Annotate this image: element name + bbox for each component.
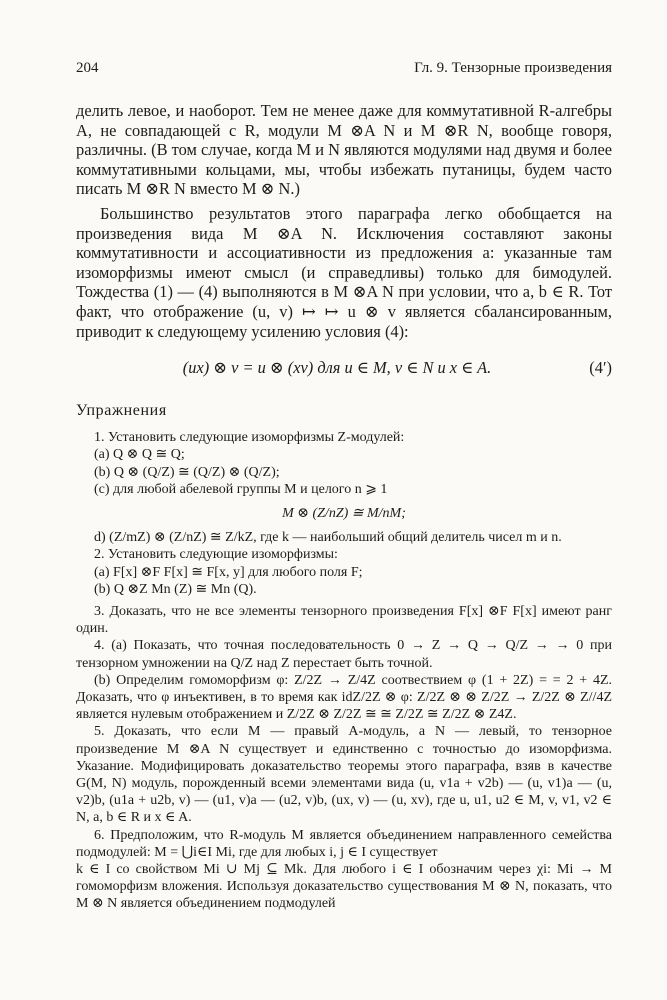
exercise-6: 6. Предположим, что R-модуль M является объединением направленного семейства подмодулей: M = ⋃i∈I Mi, где для любых i, j ∈ I существует xyxy=(76,827,612,860)
display-formula xyxy=(76,358,612,382)
exercise-4b: (b) Определим гомоморфизм φ: Z/2Z → Z/4Z соотвествием φ (1 + 2Z) = = 2 + 4Z. Доказать, что φ инъективен, в то время как idZ/2Z ⊗ φ: Z/2Z ⊗ ⊗ Z/2Z → Z/2Z ⊗ Z//4Z является нулевым отображением и Z/2Z ⊗ Z/2Z ≅ ≅ Z/2Z ≅ Z/2Z ⊗ Z4Z. xyxy=(76,672,612,723)
paragraph-generalization: Большинство результатов этого параграфа легко обобщается на произведения вида M ⊗A N. Исключения составляют законы коммутативности и ассоциативности из предложения a: указанные там изоморфизмы имеют смысл (и справедливы) только для бимодулей. Тождества (1) — (4) выполняются в M ⊗A N при условии, что a, b ∈ R. Тот факт, что отображение (u, v) ↦ ↦ u ⊗ v является сбалансированным, приводит к следующему усилению условия (4): xyxy=(76,203,612,341)
formula-body: (ux) ⊗ v = u ⊗ (xv) для u ∈ M, v ∈ N и x ∈ A. xyxy=(182,358,492,378)
exercise-4a: 4. (a) Показать, что точная последовательность 0 → Z → Q → Q/Z → → 0 при тензорном умножении на Q/Z над Z перестает быть точной. xyxy=(76,638,612,671)
exercise-1b: (b) Q ⊗ (Q/Z) ≅ (Q/Z) ⊗ (Q/Z); xyxy=(94,464,280,480)
exercise-3: 3. Доказать, что не все элементы тензорного произведения F[x] ⊗F F[x] имеют ранг один. xyxy=(76,603,612,637)
exercise-1c: (c) для любой абелевой группы M и целого n ⩾ 1 xyxy=(94,481,388,497)
exercise-1c-formula: M ⊗ (Z/nZ) ≅ M/nM; xyxy=(282,505,406,521)
exercise-1d: d) (Z/mZ) ⊗ (Z/nZ) ≅ Z/kZ, где k — наибольший общий делитель чисел m и n. xyxy=(94,530,562,546)
paragraph-continued: делить левое, и наоборот. Тем не менее даже для коммутативной R-алгебры A, не совпадающей с R, модули M ⊗A N и M ⊗R N, вообще говоря, различны. (В том случае, когда M и N являются модулями над двумя и более коммутативными кольцами, мы, чтобы избежать путаницы, будем часто писать M ⊗R N вместо M ⊗ N.) xyxy=(76,101,612,199)
exercise-1: 1. Установить следующие изоморфизмы Z-модулей: xyxy=(94,430,405,446)
book-page xyxy=(76,60,612,913)
exercise-2: 2. Установить следующие изоморфизмы: xyxy=(94,547,338,563)
exercise-5: 5. Доказать, что если M — правый A-модуль, а N — левый, то тензорное произведение M ⊗A N существует и единственно с точностью до изоморфизма. Указание. Модифицировать доказательство теоремы этого параграфа, взяв в качестве G(M, N) модуль, порожденный всеми элементами вида (u, v1a + v2b) — (u, v1)a — (u, v2)b, (u1a + u2b, v) — (u1, v)a — (u2, v)b, (ux, v) — (u, xv), где u, u1, u2 ∈ M, v, v1, v2 ∈ N, a, b ∈ R и x ∈ A. xyxy=(76,724,612,826)
formula-number: (4′) xyxy=(589,358,612,378)
exercise-1a: (a) Q ⊗ Q ≅ Q; xyxy=(94,447,185,463)
page-number: 204 xyxy=(76,60,99,76)
exercise-2a: (a) F[x] ⊗F F[x] ≅ F[x, y] для любого поля F; xyxy=(94,564,363,580)
exercises-list xyxy=(76,429,612,912)
main-text xyxy=(76,101,612,341)
chapter-title: Гл. 9. Тензорные произведения xyxy=(414,60,612,76)
exercise-6-continued: k ∈ I со свойством Mi ∪ Mj ⊆ Mk. Для любого i ∈ I обозначим через χi: Mi → M гомоморфизм вложения. Используя доказательство существования M ⊗ N, показать, что M ⊗ N является объединением подмодулей xyxy=(76,862,612,912)
section-title: Упражнения xyxy=(76,402,167,420)
exercise-2b: (b) Q ⊗Z Mn (Z) ≅ Mn (Q). xyxy=(94,581,257,597)
page-header xyxy=(76,60,612,86)
